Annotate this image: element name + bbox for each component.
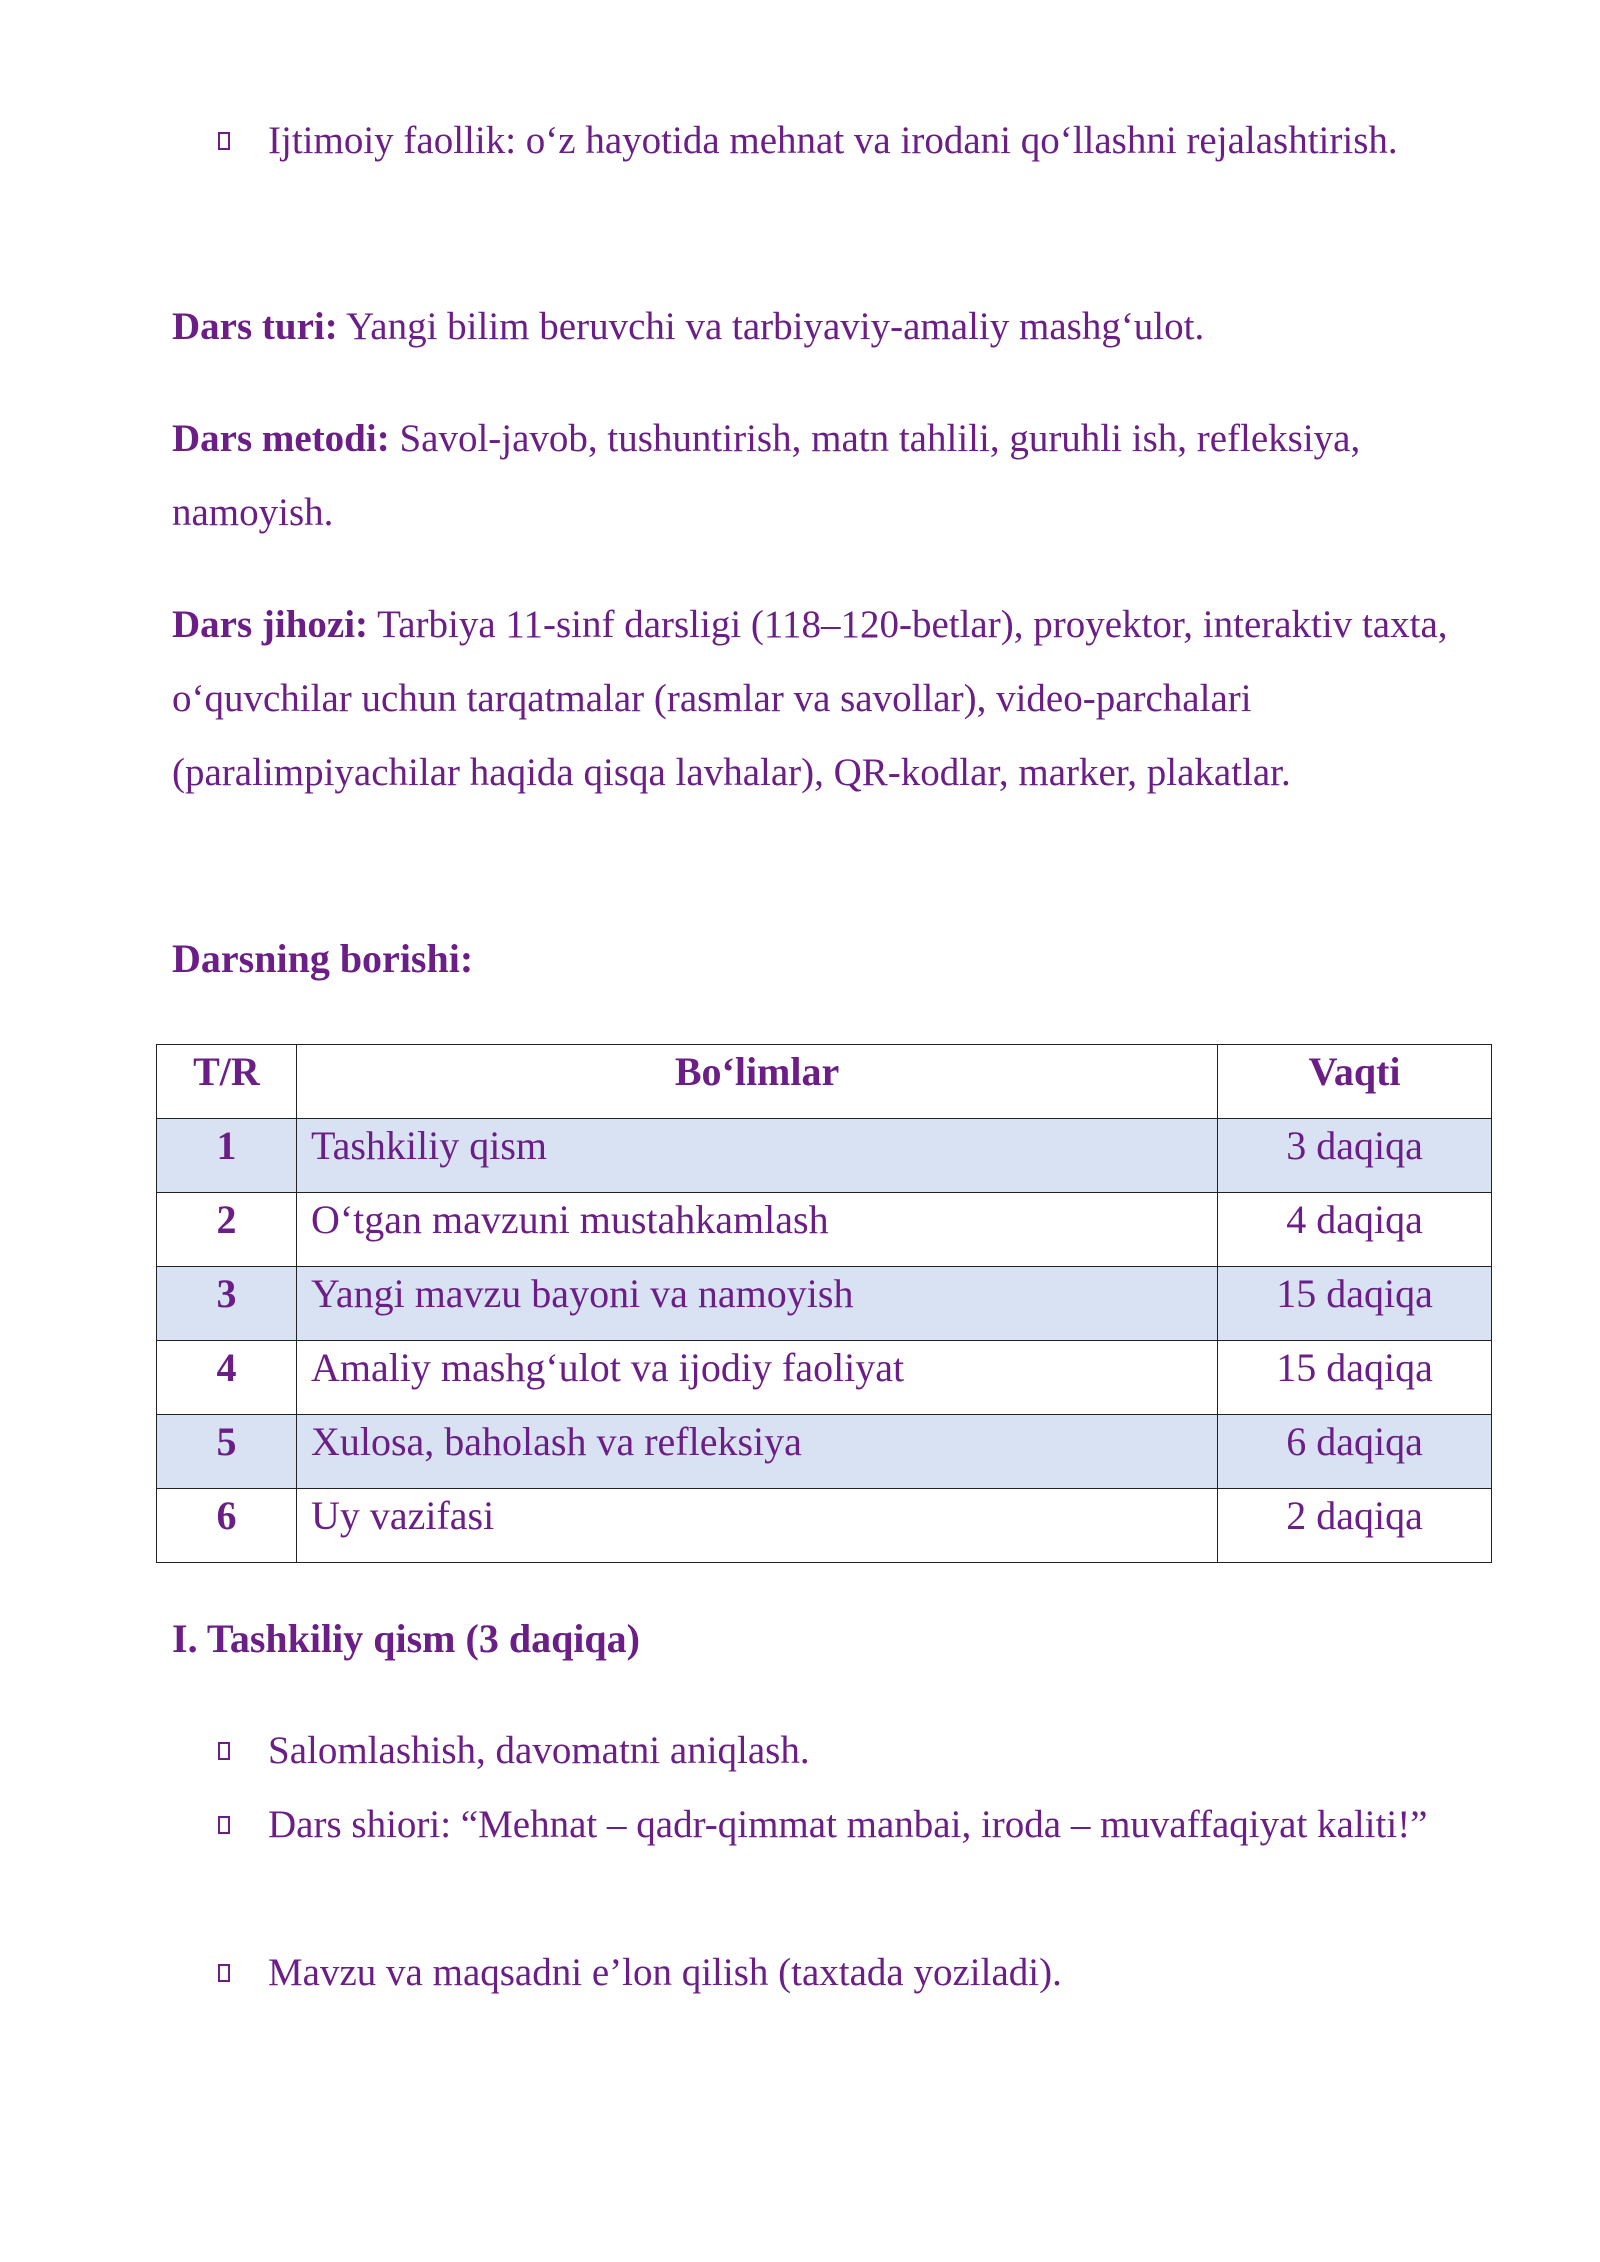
row-number: 2: [157, 1193, 297, 1267]
table-row: [157, 1341, 1492, 1415]
header-sections: Bo‘limlar: [296, 1045, 1217, 1119]
row-section: Xulosa, baholash va refleksiya: [296, 1415, 1217, 1489]
darsning-borishi-heading: Darsning borishi:: [172, 936, 474, 981]
row-number: 6: [157, 1489, 297, 1563]
bullet-icon: [218, 1816, 230, 1834]
dars-jihozi-paragraph: [172, 588, 1462, 810]
lesson-schedule-table: [156, 1044, 1492, 1563]
dars-metodi-text: Savol-javob, tushuntirish, matn tahlili, guruhli ish, refleksiya, namoyish.: [172, 417, 1361, 534]
row-section: Yangi mavzu bayoni va namoyish: [296, 1267, 1217, 1341]
table-row: [157, 1119, 1492, 1193]
table-row: [157, 1415, 1492, 1489]
row-number: 3: [157, 1267, 297, 1341]
table-header-row: [157, 1045, 1492, 1119]
row-time: 15 daqiqa: [1218, 1341, 1492, 1415]
row-time: 6 daqiqa: [1218, 1415, 1492, 1489]
header-tr: T/R: [157, 1045, 297, 1119]
dars-jihozi-text: Tarbiya 11-sinf darsligi (118–120-betlar), proyektor, interaktiv taxta, o‘quvchilar uchun tarqatmalar (rasmlar va savollar), video-parchalari (paralimpiyachilar haqida qisqa lavhalar), QR-kodlar, marker, plakatlar.: [172, 603, 1448, 794]
row-section: Tashkiliy qism: [296, 1119, 1217, 1193]
row-time: 15 daqiqa: [1218, 1267, 1492, 1341]
row-time: 2 daqiqa: [1218, 1489, 1492, 1563]
dars-turi-label: Dars turi:: [172, 305, 338, 348]
dars-metodi-paragraph: [172, 402, 1462, 550]
dars-turi-paragraph: [172, 290, 1462, 364]
bullet-text: Ijtimoiy faollik: o‘z hayotida mehnat va irodani qo‘llashni rejalashtirish.: [268, 119, 1398, 162]
bullet-icon: [218, 132, 230, 150]
bullet-text: Salomlashish, davomatni aniqlash.: [268, 1729, 810, 1772]
table-row: [157, 1267, 1492, 1341]
bullet-icon: [218, 1964, 230, 1982]
dars-metodi-label: Dars metodi:: [172, 417, 390, 460]
table-row: [157, 1193, 1492, 1267]
dars-jihozi-label: Dars jihozi:: [172, 603, 369, 646]
section-1-heading: I. Tashkiliy qism (3 daqiqa): [172, 1616, 640, 1661]
row-time: 3 daqiqa: [1218, 1119, 1492, 1193]
row-number: 4: [157, 1341, 297, 1415]
dars-turi-text: Yangi bilim beruvchi va tarbiyaviy-amaliy mashg‘ulot.: [337, 305, 1205, 348]
bullet-text: Mavzu va maqsadni e’lon qilish (taxtada yoziladi).: [268, 1951, 1062, 1994]
row-section: Amaliy mashg‘ulot va ijodiy faoliyat: [296, 1341, 1217, 1415]
row-number: 1: [157, 1119, 297, 1193]
bullet-text: Dars shiori: “Mehnat – qadr-qimmat manbai, iroda – muvaffaqiyat kaliti!”: [268, 1803, 1428, 1846]
row-time: 4 daqiqa: [1218, 1193, 1492, 1267]
table-row: [157, 1489, 1492, 1563]
row-section: Uy vazifasi: [296, 1489, 1217, 1563]
row-number: 5: [157, 1415, 297, 1489]
header-time: Vaqti: [1218, 1045, 1492, 1119]
bullet-icon: [218, 1742, 230, 1760]
row-section: O‘tgan mavzuni mustahkamlash: [296, 1193, 1217, 1267]
